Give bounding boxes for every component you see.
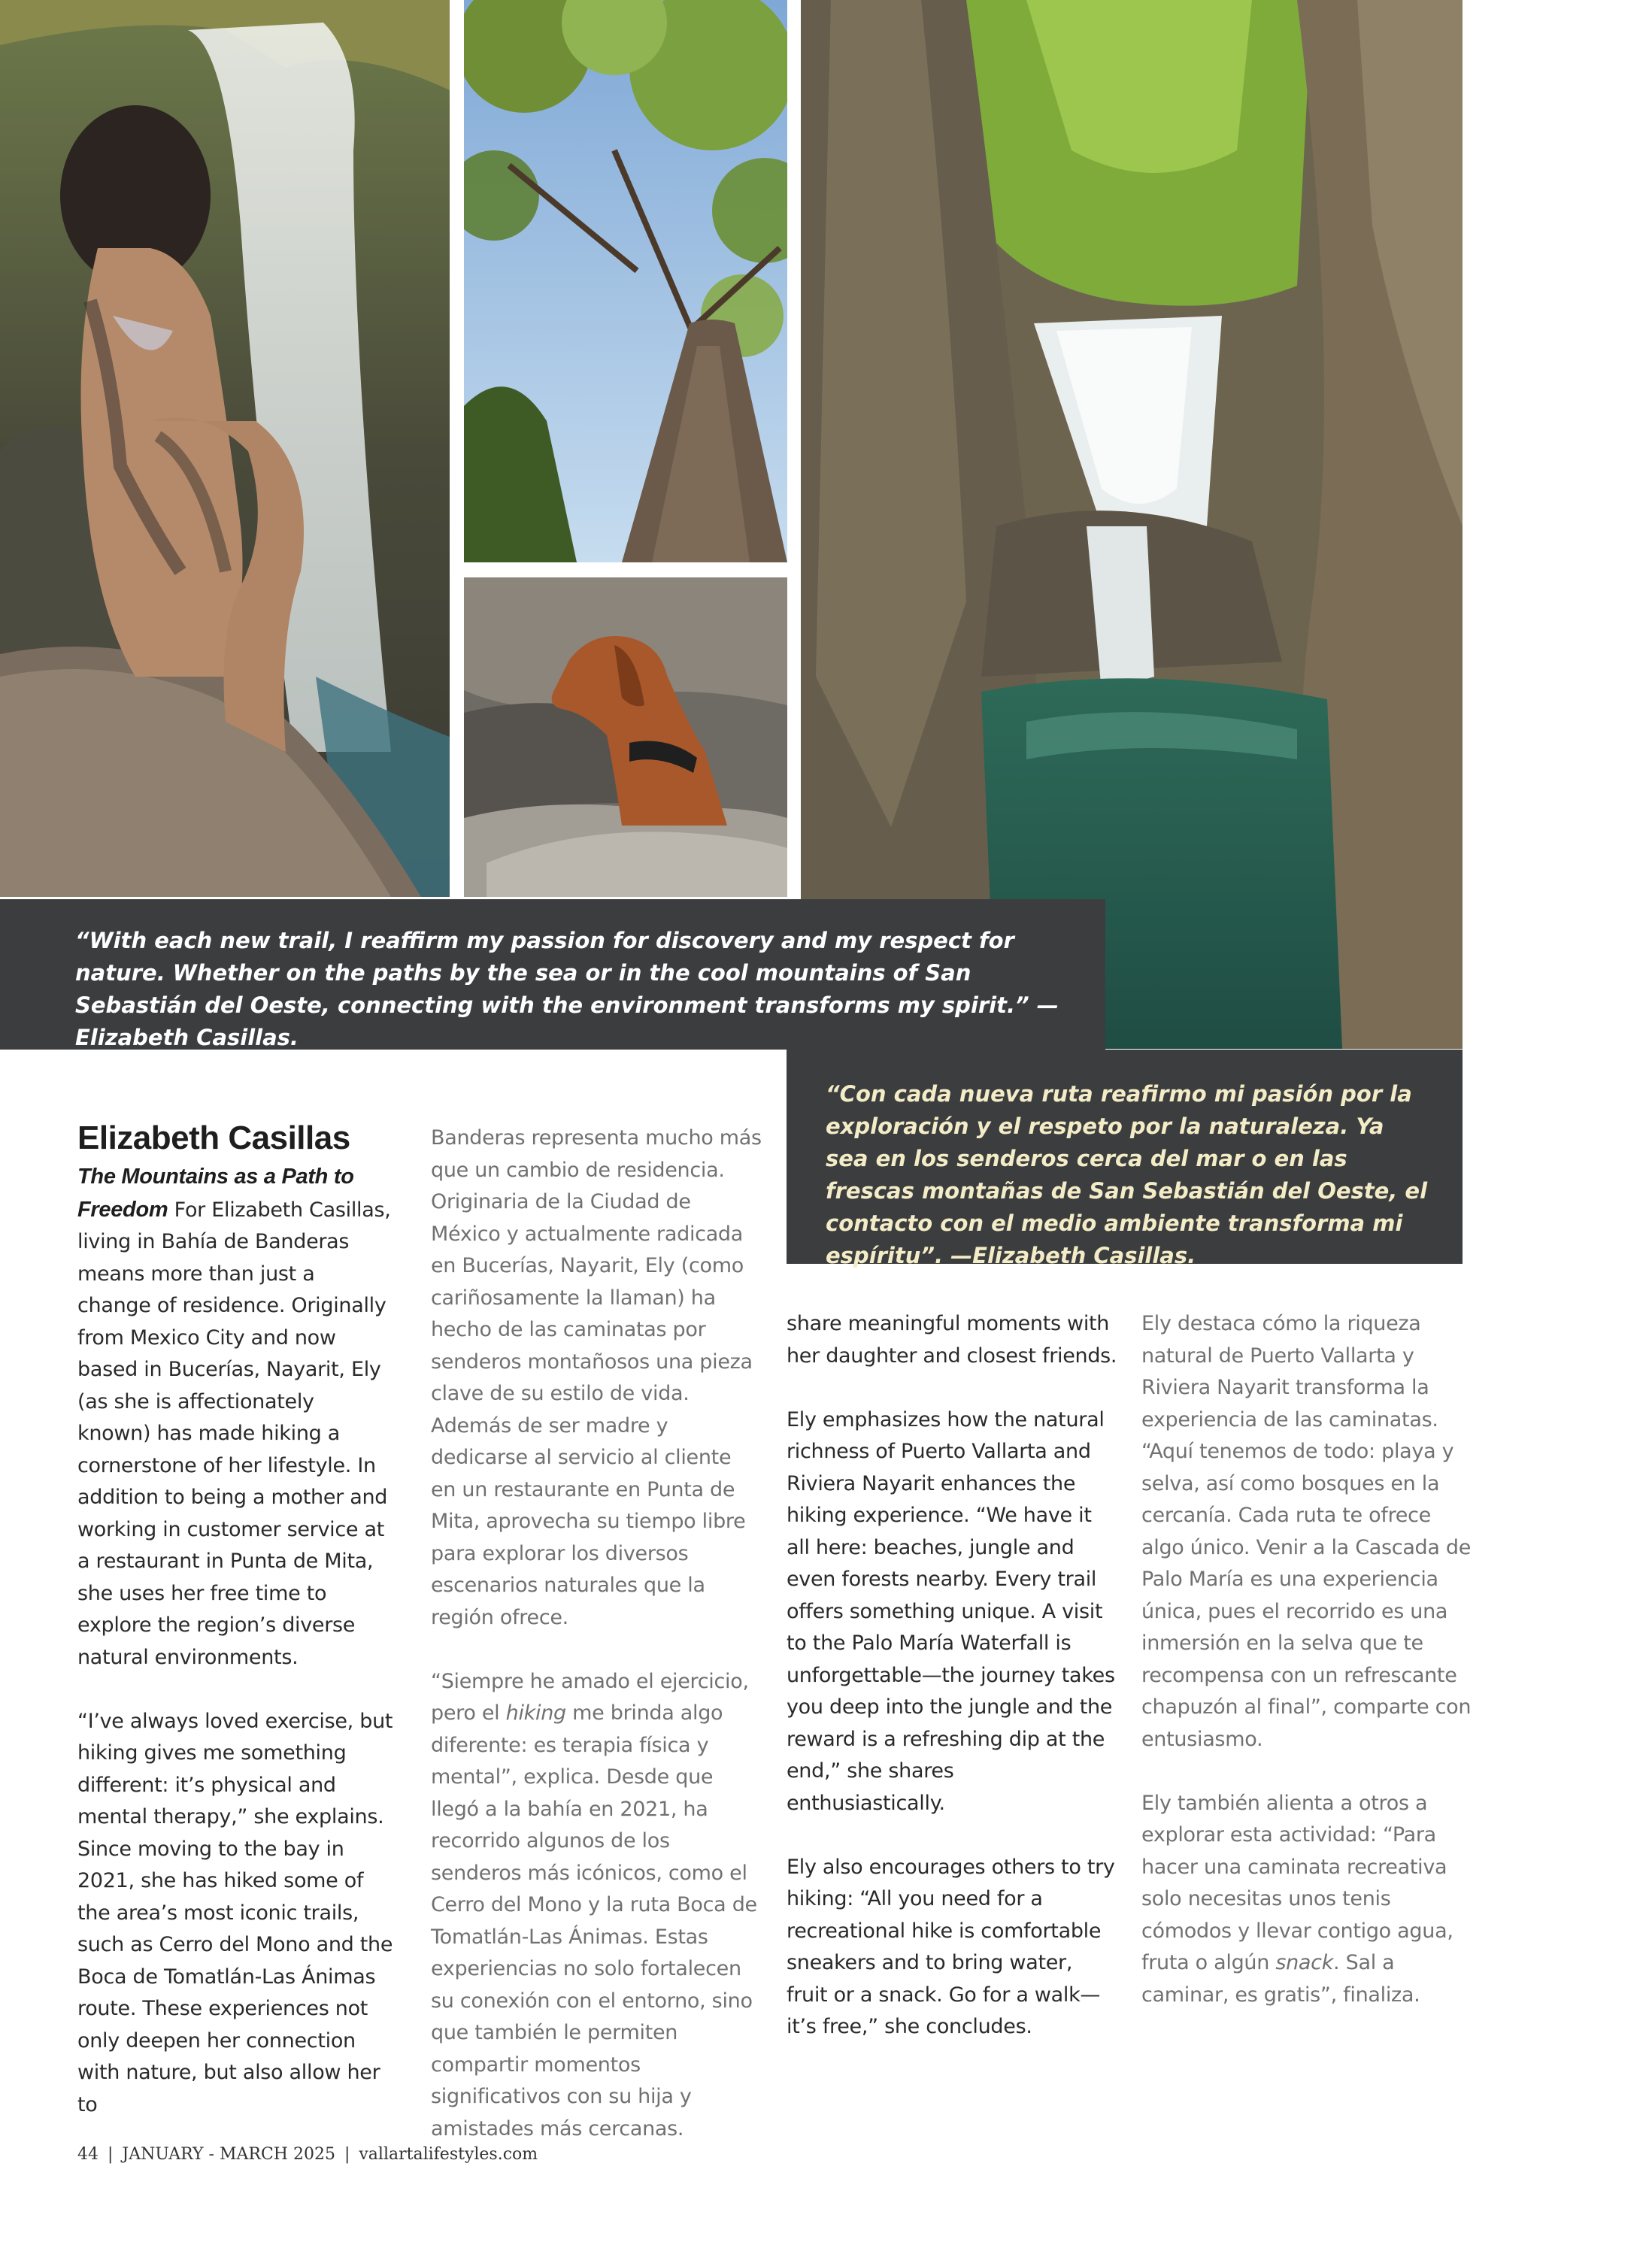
article-column-1 (77, 1119, 393, 2121)
page-number: 44 (77, 2145, 99, 2164)
article-text: “Siempre he amado el ejercicio, pero el (431, 1669, 749, 1725)
photo-woman-by-waterfall (0, 0, 450, 897)
pull-quote-spanish-text: “Con cada nueva ruta reafirmo mi pasión por la exploración y el respeto por la naturaleza. Ya sea en los senderos cerca del mar o en las frescas montañas de San Sebastián del Oeste, el contacto con el medio ambiente transforma mi espíritu”. —Elizabeth Casillas. (826, 1081, 1428, 1268)
photo-tree-canopy (464, 0, 787, 562)
page-footer (77, 2145, 538, 2164)
article-paragraph (431, 1666, 762, 2146)
article-text: . Sal a caminar, es gratis”, finaliza. (1141, 1951, 1420, 2007)
article-text: For Elizabeth Casillas, living in Bahía de Banderas means more than just a change of residence. Originally from Mexico City and now based in Bucerías, Nayarit, Ely (as she is affectionately known) has made hiking a cornerstone of her lifestyle. In addition to being a mother and working in customer service at a restaurant in Punta de Mita, she uses her free time to explore the region’s diverse natural environments. (77, 1198, 391, 1669)
article-italic-text: snack (1275, 1951, 1334, 1974)
article-paragraph: Ely emphasizes how the natural richness of Puerto Vallarta and Riviera Nayarit enhances the hiking experience. “We have it all here: beaches, jungle and even forests nearby. Every trail offers something unique. A visit to the Palo María Waterfall is unforgettable—the journey takes you deep into the jungle and the reward is a refreshing dip at the end,” she shares enthusiastically. (787, 1407, 1115, 1815)
article-column-4 (1141, 1308, 1472, 2011)
pull-quote-spanish (787, 1050, 1463, 1268)
article-paragraph: Banderas representa mucho más que un cambio de residencia. Originaria de la Ciudad de México y actualmente radicada en Bucerías, Nayarit, Ely (como cariñosamente la llaman) ha hecho de las caminatas por senderos montañosos una pieza clave de su estilo de vida. Además de ser madre y dedicarse al servicio al cliente en un restaurante en Punta de Mita, aprovecha su tiempo libre para explorar los diversos escenarios naturales que la región ofrece. (431, 1126, 762, 1629)
article-text: me brinda algo diferente: es terapia física y mental”, explica. Desde que llegó a la bahía en 2021, ha recorrido algunos de los senderos más icónicos, como el Cerro del Mono y la ruta Boca de Tomatlán-Las Ánimas. Estas experiencias no solo fortalecen su conexión con el entorno, sino que también le permiten compartir momentos significativos con su hija y amistades más cercanas. (431, 1701, 757, 2140)
photo-dachshund-on-rock (464, 577, 787, 897)
article-paragraph (77, 1161, 393, 1674)
article-column-2 (431, 1122, 762, 2145)
photo-palo-maria-waterfall (801, 0, 1463, 1049)
article-paragraph: Ely also encourages others to try hiking: “All you need for a recreational hike is comfortable sneakers and to bring water, fruit or a snack. Go for a walk—it’s free,” she concludes. (787, 1855, 1115, 2038)
website-link[interactable]: vallartalifestyles.com (359, 2145, 538, 2164)
article-name-heading: Elizabeth Casillas (77, 1119, 350, 1156)
issue-date: JANUARY - MARCH 2025 (122, 2145, 335, 2164)
article-paragraph: “I’ve always loved exercise, but hiking gives me something different: it’s physical and mental therapy,” she explains. Since moving to the bay in 2021, she has hiked some of the area’s most iconic trails, such as Cerro del Mono and the Boca de Tomatlán-Las Ánimas route. These experiences not only deepen her connection with nature, but also allow her to (77, 1709, 393, 2116)
footer-separator: | (344, 2145, 350, 2164)
article-paragraph (1141, 1788, 1472, 2012)
pull-quote-english (0, 899, 1105, 1050)
article-column-3 (787, 1308, 1117, 2043)
article-paragraph: share meaningful moments with her daughter and closest friends. (787, 1312, 1117, 1368)
article-subtitle: The Mountains as a Path to Freedom (77, 1165, 354, 1222)
pull-quote-english-text: “With each new trail, I reaffirm my passion for discovery and my respect for nature. Whether on the paths by the sea or in the cool mountains of San Sebastián del Oeste, connecting with the environment transforms my spirit.” —Elizabeth Casillas. (75, 928, 1059, 1050)
article-text: Ely también alienta a otros a explorar esta actividad: “Para hacer una caminata recreativa solo necesitas unos tenis cómodos y llevar contigo agua, fruta o algún (1141, 1791, 1453, 1974)
footer-separator: | (108, 2145, 114, 2164)
article-italic-text: hiking (505, 1701, 566, 1725)
article-paragraph: Ely destaca cómo la riqueza natural de Puerto Vallarta y Riviera Nayarit transforma la experiencia de las caminatas. “Aquí tenemos de todo: playa y selva, así como bosques en la cercanía. Cada ruta te ofrece algo único. Venir a la Cascada de Palo María es una experiencia única, pues el recorrido es una inmersión en la selva que te recompensa con un refrescante chapuzón al final”, comparte con entusiasmo. (1141, 1312, 1472, 1751)
